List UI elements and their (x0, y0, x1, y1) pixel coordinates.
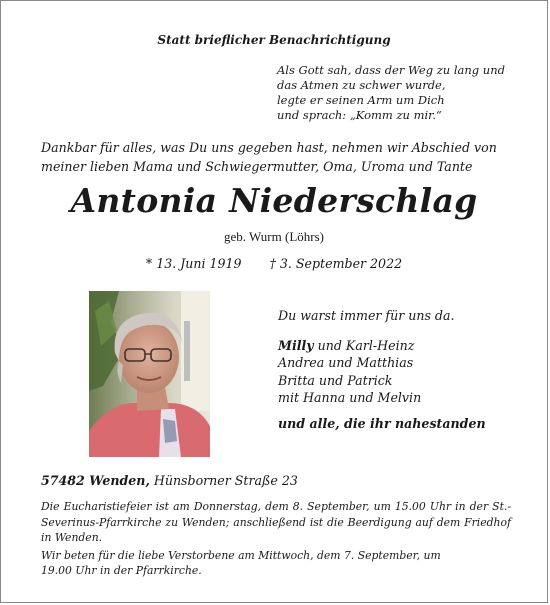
intro-text (41, 138, 521, 176)
funeral-note: Die Eucharistiefeier ist am Donnerstag, dem 8. September, um 15.00 Uhr in der St.-Severinus-Pfarrkirche zu Wenden; anschließend ist die Beerdigung auf dem Friedhof in Wenden. (41, 500, 511, 544)
family-line: Britta und Patrick (278, 372, 393, 388)
deceased-name: Antonia Niederschlag (70, 181, 478, 220)
poem-line: Als Gott sah, dass der Weg zu lang und (277, 63, 505, 77)
poem (277, 63, 505, 123)
address-street: Hünsborner Straße 23 (149, 473, 298, 488)
family-name-bold: Milly (278, 337, 314, 353)
family-motto: Du warst immer für uns da. (278, 308, 455, 323)
poem-line: das Atmen zu schwer wurde, (277, 78, 446, 92)
family-signatures (278, 307, 486, 432)
portrait-photo (89, 291, 210, 457)
address (41, 473, 298, 488)
header-notice: Statt brieflicher Benachrichtigung (157, 33, 391, 47)
death-date: † 3. September 2022 (269, 256, 403, 271)
family-closing: und alle, die ihr nahestanden (278, 415, 486, 431)
intro-line: Dankbar für alles, was Du uns gegeben hast, nehmen wir Abschied von (41, 140, 497, 155)
address-place: 57482 Wenden, (41, 473, 150, 488)
birth-name: geb. Wurm (Löhrs) (224, 229, 324, 244)
prayer-note-line: 19.00 Uhr in der Pfarrkirche. (41, 564, 202, 577)
family-name-rest: und Karl-Heinz (313, 337, 415, 353)
family-line: mit Hanna und Melvin (278, 390, 422, 405)
birth-date: * 13. Juni 1919 (145, 256, 242, 271)
family-line: Andrea und Matthias (278, 355, 414, 370)
life-dates (1, 256, 547, 271)
poem-line: legte er seinen Arm um Dich (277, 93, 445, 107)
intro-line: meiner lieben Mama und Schwiegermutter, Oma, Uroma und Tante (41, 159, 473, 174)
poem-line: und sprach: „Komm zu mir.“ (277, 108, 442, 122)
prayer-note-line: Wir beten für die liebe Verstorbene am Mittwoch, dem 7. September, um (41, 548, 441, 562)
family-line (278, 337, 486, 355)
service-notes (41, 499, 511, 579)
prayer-note (41, 548, 511, 579)
